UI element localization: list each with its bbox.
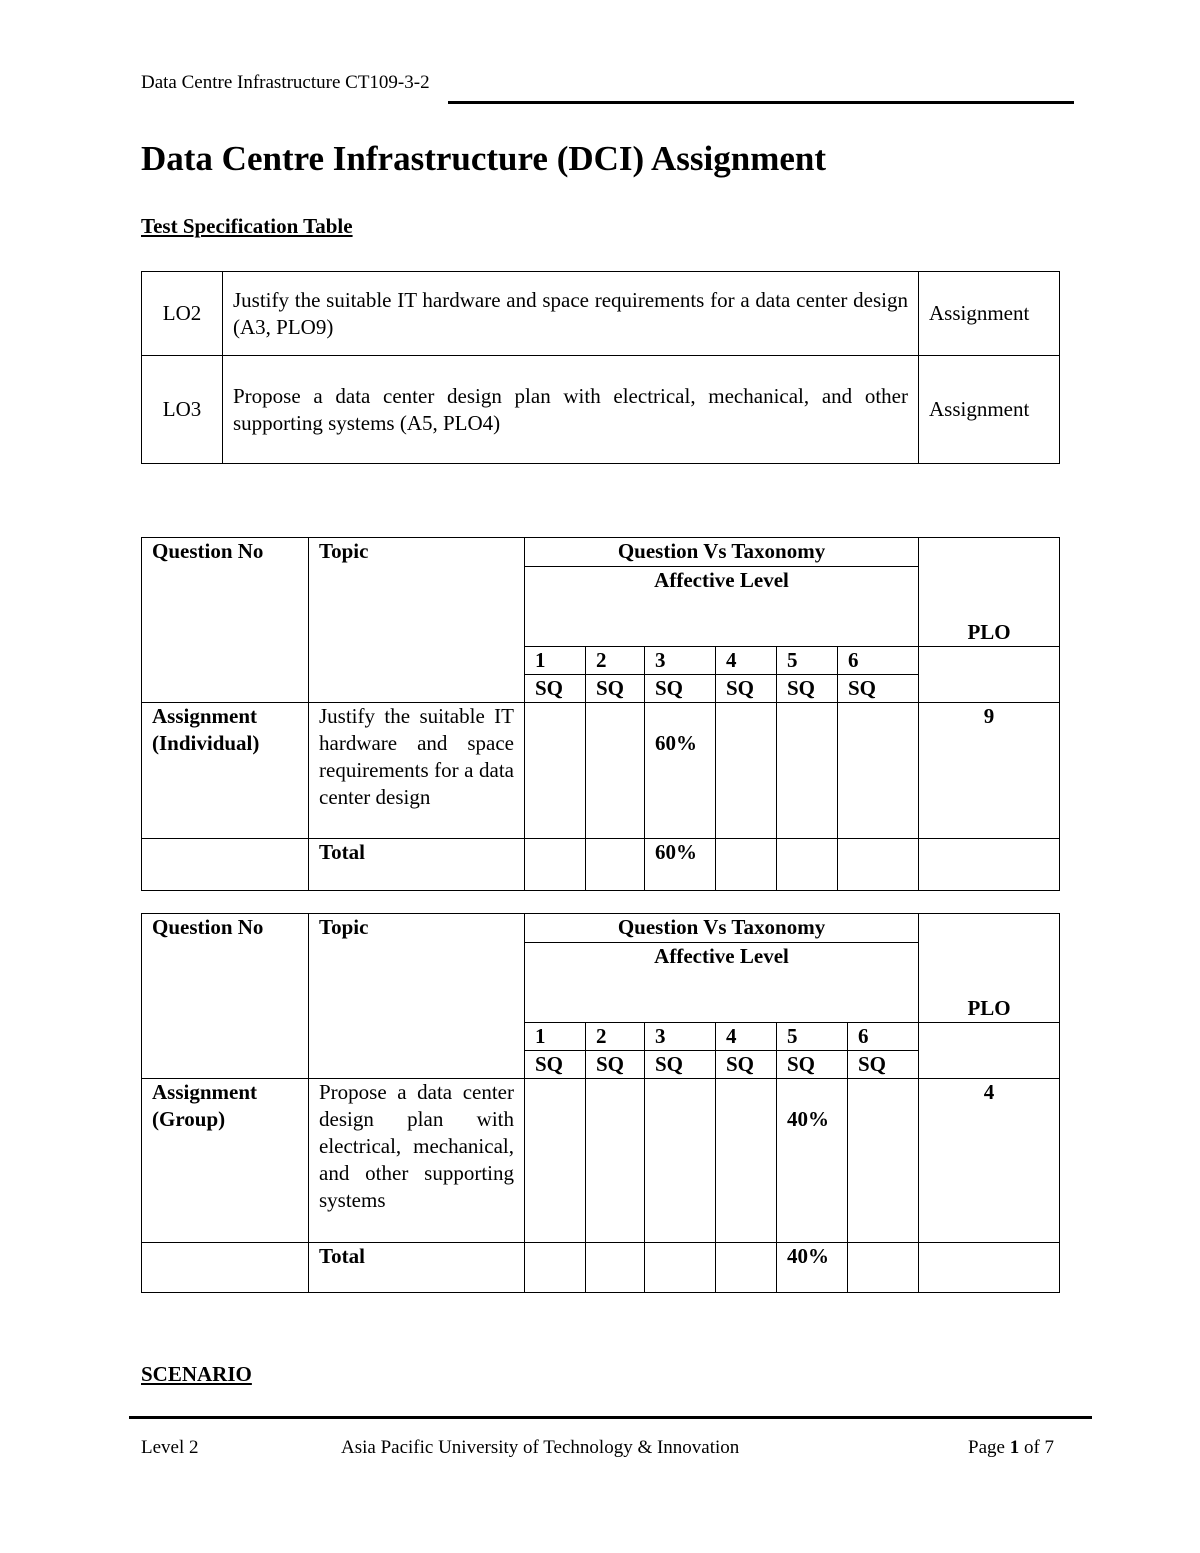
level-5-value: 40% xyxy=(777,1079,848,1243)
plo-value: 4 xyxy=(919,1079,1060,1243)
lo-description: Justify the suitable IT hardware and space requirements for a data center design (A3, PLO9) xyxy=(223,272,919,356)
taxonomy-header: Question Vs Taxonomy xyxy=(525,538,919,567)
level-header: 1 xyxy=(525,1023,586,1051)
empty-cell xyxy=(919,1023,1060,1079)
total-level-3: 60% xyxy=(645,839,716,891)
total-level-5: 40% xyxy=(777,1243,848,1293)
total-label: Total xyxy=(309,839,525,891)
total-label: Total xyxy=(309,1243,525,1293)
topic-header: Topic xyxy=(309,914,525,1079)
sq-header: SQ xyxy=(777,675,838,703)
level-header: 5 xyxy=(777,1023,848,1051)
footer-page-number: Page 1 of 7 xyxy=(968,1437,1055,1458)
level-header: 4 xyxy=(716,1023,777,1051)
topic-header: Topic xyxy=(309,538,525,703)
plo-header: PLO xyxy=(919,914,1060,1023)
table-row xyxy=(142,703,1060,839)
lo-code: LO2 xyxy=(142,272,223,356)
sq-header: SQ xyxy=(645,675,716,703)
sq-header: SQ xyxy=(645,1051,716,1079)
tos-table-individual xyxy=(141,537,1060,891)
lo-assessment-mode: Assignment xyxy=(919,356,1060,464)
level-header: 2 xyxy=(586,1023,645,1051)
topic-cell: Justify the suitable IT hardware and space requirements for a data center design xyxy=(309,703,525,839)
level-header: 6 xyxy=(838,647,919,675)
question-cell: Assignment (Group) xyxy=(142,1079,309,1243)
learning-outcome-table xyxy=(141,271,1060,464)
total-row xyxy=(142,1243,1060,1293)
header-rule xyxy=(448,101,1074,104)
level-header: 3 xyxy=(645,1023,716,1051)
question-cell: Assignment (Individual) xyxy=(142,703,309,839)
level-header: 6 xyxy=(848,1023,919,1051)
level-header: 3 xyxy=(645,647,716,675)
tos-table-group xyxy=(141,913,1060,1293)
affective-level-header: Affective Level xyxy=(525,943,919,1023)
sq-header: SQ xyxy=(525,675,586,703)
sq-header: SQ xyxy=(838,675,919,703)
lo-assessment-mode: Assignment xyxy=(919,272,1060,356)
total-row xyxy=(142,839,1060,891)
lo-description: Propose a data center design plan with electrical, mechanical, and other supporting systems (A5, PLO4) xyxy=(223,356,919,464)
level-header: 2 xyxy=(586,647,645,675)
level-3-value: 60% xyxy=(645,703,716,839)
sq-header: SQ xyxy=(525,1051,586,1079)
level-header: 5 xyxy=(777,647,838,675)
plo-value: 9 xyxy=(919,703,1060,839)
sq-header: SQ xyxy=(848,1051,919,1079)
question-no-header: Question No xyxy=(142,914,309,1079)
sq-header: SQ xyxy=(716,675,777,703)
empty-cell xyxy=(919,647,1060,703)
level-header: 1 xyxy=(525,647,586,675)
lo-code: LO3 xyxy=(142,356,223,464)
lo-row xyxy=(142,272,1060,356)
lo-row xyxy=(142,356,1060,464)
document-title: Data Centre Infrastructure (DCI) Assignment xyxy=(141,139,827,178)
plo-header: PLO xyxy=(919,538,1060,647)
affective-level-header: Affective Level xyxy=(525,567,919,647)
section-heading-scenario: SCENARIO xyxy=(141,1362,252,1386)
level-header: 4 xyxy=(716,647,777,675)
table-row xyxy=(142,1079,1060,1243)
section-heading-test-specification: Test Specification Table xyxy=(141,214,353,238)
footer-level: Level 2 xyxy=(141,1437,199,1458)
sq-header: SQ xyxy=(586,675,645,703)
footer-rule xyxy=(129,1416,1092,1419)
sq-header: SQ xyxy=(716,1051,777,1079)
sq-header: SQ xyxy=(777,1051,848,1079)
question-no-header: Question No xyxy=(142,538,309,703)
running-header: Data Centre Infrastructure CT109-3-2 xyxy=(141,72,430,93)
topic-cell: Propose a data center design plan with electrical, mechanical, and other supporting systems xyxy=(309,1079,525,1243)
footer-institution: Asia Pacific University of Technology & Innovation xyxy=(341,1437,740,1458)
taxonomy-header: Question Vs Taxonomy xyxy=(525,914,919,943)
sq-header: SQ xyxy=(586,1051,645,1079)
